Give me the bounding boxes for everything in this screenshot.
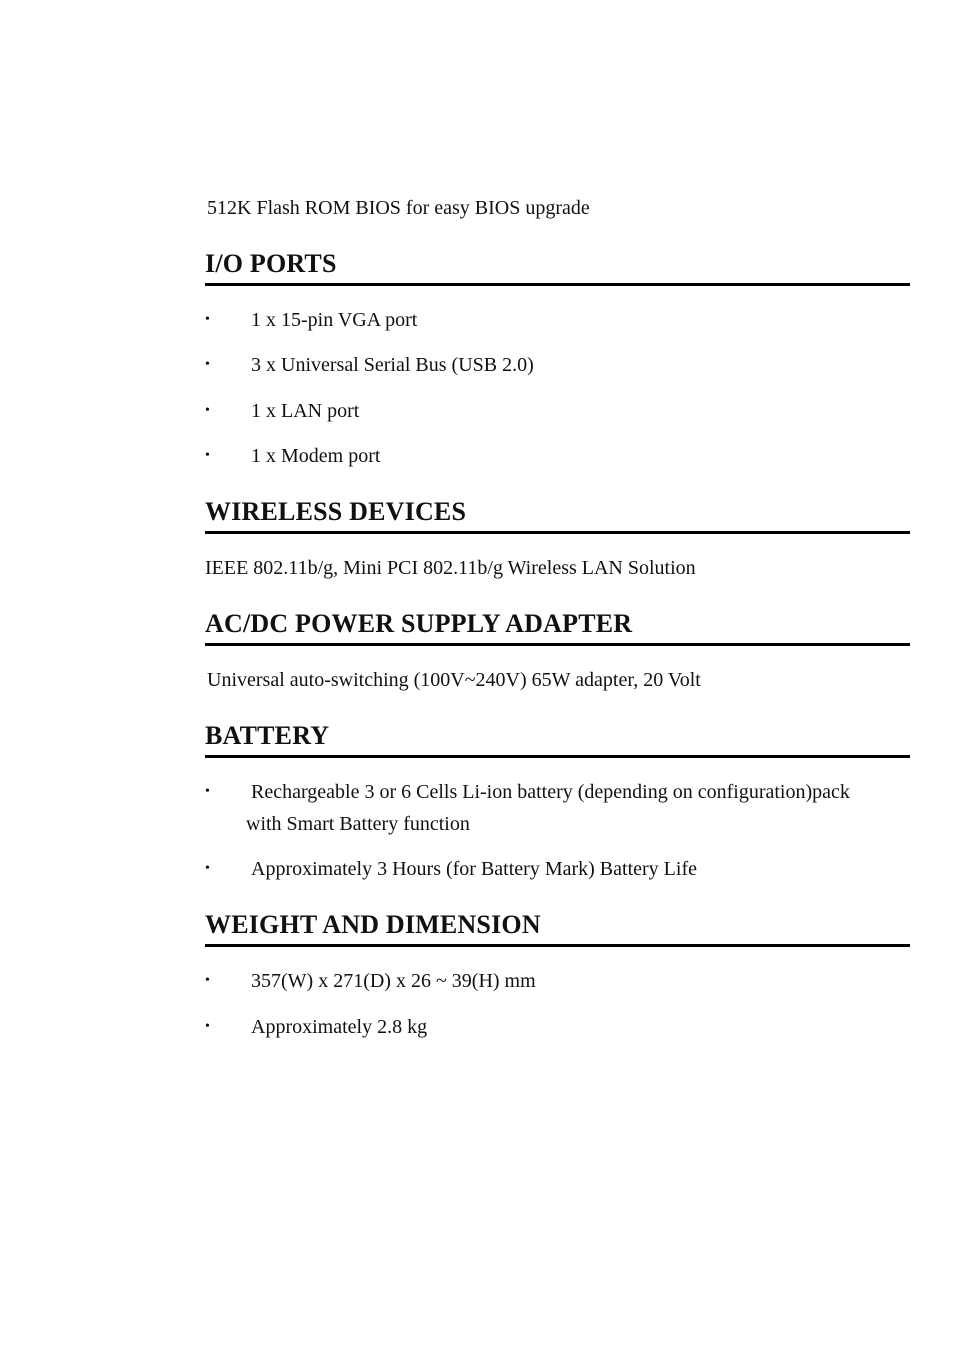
heading-rule	[205, 283, 910, 286]
heading-rule	[205, 944, 910, 947]
list-item-text: 3 x Universal Serial Bus (USB 2.0)	[251, 354, 534, 376]
heading-battery: BATTERY	[205, 721, 330, 750]
heading-rule	[205, 643, 910, 646]
list-item-text-continued: with Smart Battery function	[246, 813, 470, 835]
bullet-icon: •	[205, 448, 210, 463]
bullet-icon: •	[205, 973, 210, 988]
bios-description: 512K Flash ROM BIOS for easy BIOS upgrade	[207, 197, 590, 219]
list-item-text: Approximately 2.8 kg	[251, 1016, 428, 1038]
list-item-text: 1 x 15-pin VGA port	[251, 309, 418, 331]
heading-rule	[205, 531, 910, 534]
heading-power-adapter: AC/DC POWER SUPPLY ADAPTER	[205, 609, 633, 638]
bullet-icon: •	[205, 403, 210, 418]
heading-weight-dimension: WEIGHT AND DIMENSION	[205, 910, 541, 939]
list-item-text: 1 x LAN port	[251, 400, 360, 422]
heading-wireless-devices: WIRELESS DEVICES	[205, 497, 467, 526]
bullet-icon: •	[205, 357, 210, 372]
bullet-icon: •	[205, 861, 210, 876]
list-item-text: 1 x Modem port	[251, 445, 381, 467]
list-item-text: Approximately 3 Hours (for Battery Mark) Battery Life	[251, 858, 697, 880]
bullet-icon: •	[205, 312, 210, 327]
heading-io-ports: I/O PORTS	[205, 249, 337, 278]
power-description: Universal auto-switching (100V~240V) 65W adapter, 20 Volt	[207, 669, 701, 691]
list-item-text: Rechargeable 3 or 6 Cells Li-ion battery (depending on configuration)pack	[251, 781, 850, 803]
wireless-description: IEEE 802.11b/g, Mini PCI 802.11b/g Wireless LAN Solution	[205, 557, 696, 579]
list-item-text: 357(W) x 271(D) x 26 ~ 39(H) mm	[251, 970, 536, 992]
heading-rule	[205, 755, 910, 758]
bullet-icon: •	[205, 1019, 210, 1034]
bullet-icon: •	[205, 784, 210, 799]
